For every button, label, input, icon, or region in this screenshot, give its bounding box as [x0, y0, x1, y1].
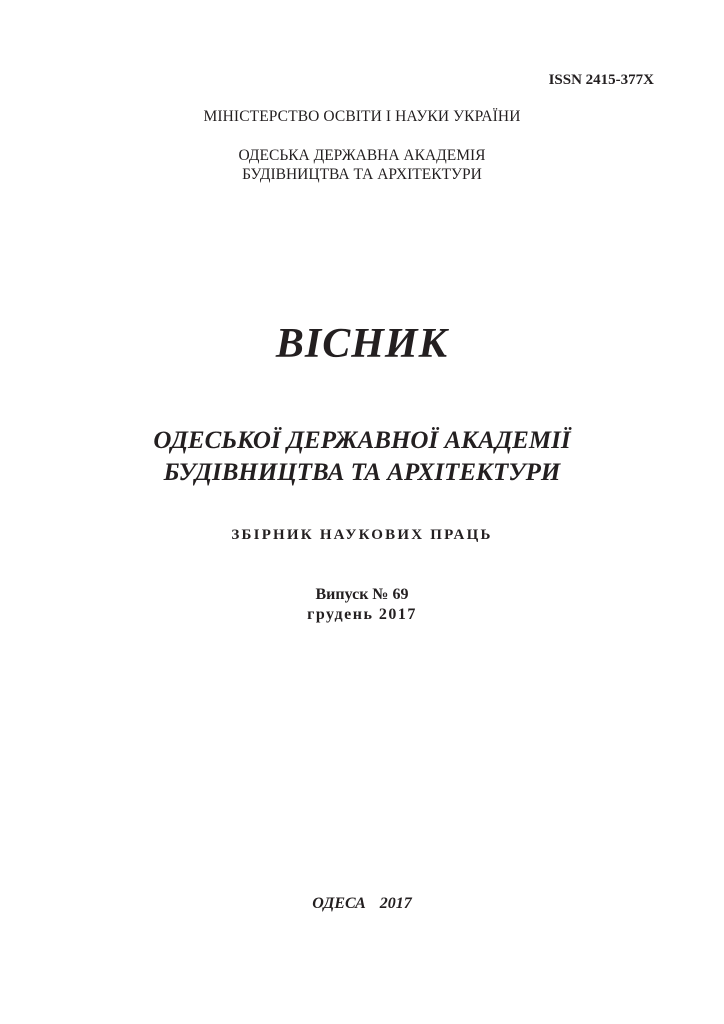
city-year: ОДЕСА 2017 — [312, 895, 412, 912]
journal-title: ВІСНИК — [275, 321, 449, 367]
academy-name-line-1: ОДЕСЬКА ДЕРЖАВНА АКАДЕМІЯ — [238, 147, 486, 164]
journal-subtitle-line-1: ОДЕСЬКОЇ ДЕРЖАВНОЇ АКАДЕМІЇ — [153, 427, 571, 454]
academy-name-line-2: БУДІВНИЦТВА ТА АРХІТЕКТУРИ — [242, 166, 482, 183]
issue-date: грудень 2017 — [307, 606, 417, 623]
issue-number: Випуск № 69 — [315, 586, 409, 603]
journal-subtitle-line-2: БУДІВНИЦТВА ТА АРХІТЕКТУРИ — [163, 459, 561, 486]
ministry-heading: МІНІСТЕРСТВО ОСВІТИ І НАУКИ УКРАЇНИ — [203, 108, 521, 125]
issn-label: ISSN 2415-377X — [548, 72, 654, 88]
collection-label: ЗБІРНИК НАУКОВИХ ПРАЦЬ — [231, 527, 493, 543]
